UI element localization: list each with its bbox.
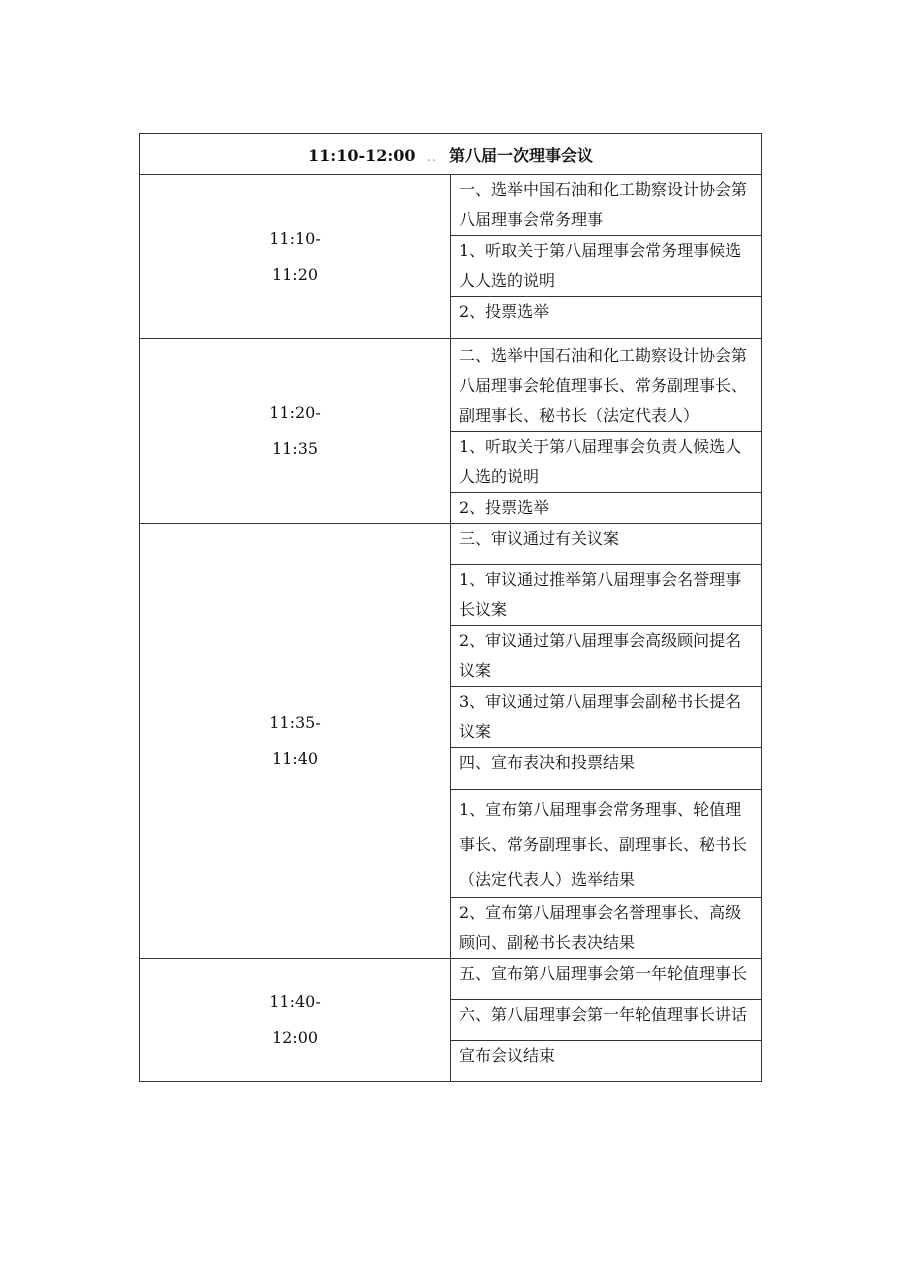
session-time bbox=[140, 175, 451, 339]
time-end: 12:00 bbox=[271, 1028, 319, 1047]
agenda-item: 一、选举中国石油和化工勘察设计协会第八届理事会常务理事 bbox=[451, 175, 762, 236]
agenda-item: 二、选举中国石油和化工勘察设计协会第八届理事会轮值理事长、常务副理事长、副理事长、秘书长（法定代表人） bbox=[451, 339, 762, 432]
header-title: 第八届一次理事会议 bbox=[448, 145, 593, 165]
meeting-schedule-table bbox=[139, 133, 762, 1082]
session-time bbox=[140, 524, 451, 959]
time-end: 11:20 bbox=[271, 264, 319, 284]
agenda-item: 六、第八届理事会第一年轮值理事长讲话 bbox=[451, 1000, 762, 1041]
header-dots: .. bbox=[427, 153, 438, 164]
agenda-item: 三、审议通过有关议案 bbox=[451, 524, 762, 565]
agenda-item: 1、宣布第八届理事会常务理事、轮值理事长、常务副理事长、副理事长、秘书长（法定代表人）选举结果 bbox=[451, 790, 762, 898]
session-time bbox=[140, 339, 451, 524]
time-start: 11:20- bbox=[269, 403, 321, 422]
agenda-item: 2、审议通过第八届理事会高级顾问提名议案 bbox=[451, 626, 762, 687]
time-end: 11:35 bbox=[271, 439, 319, 458]
agenda-item: 1、听取关于第八届理事会常务理事候选人人选的说明 bbox=[451, 236, 762, 297]
time-end: 11:40 bbox=[271, 749, 319, 768]
schedule-header bbox=[140, 134, 762, 175]
agenda-item: 1、听取关于第八届理事会负责人候选人人选的说明 bbox=[451, 432, 762, 493]
agenda-item: 3、审议通过第八届理事会副秘书长提名议案 bbox=[451, 687, 762, 748]
session-time bbox=[140, 959, 451, 1082]
agenda-item: 五、宣布第八届理事会第一年轮值理事长 bbox=[451, 959, 762, 1000]
agenda-item: 2、投票选举 bbox=[451, 297, 762, 339]
agenda-item: 1、审议通过推举第八届理事会名誉理事长议案 bbox=[451, 565, 762, 626]
agenda-item: 四、宣布表决和投票结果 bbox=[451, 748, 762, 790]
time-start: 11:10- bbox=[269, 228, 321, 248]
agenda-item: 2、投票选举 bbox=[451, 493, 762, 524]
time-start: 11:40- bbox=[269, 992, 321, 1011]
header-time: 11:10-12:00 bbox=[308, 145, 416, 165]
time-start: 11:35- bbox=[269, 713, 321, 732]
agenda-item: 2、宣布第八届理事会名誉理事长、高级顾问、副秘书长表决结果 bbox=[451, 898, 762, 959]
agenda-item: 宣布会议结束 bbox=[451, 1041, 762, 1082]
